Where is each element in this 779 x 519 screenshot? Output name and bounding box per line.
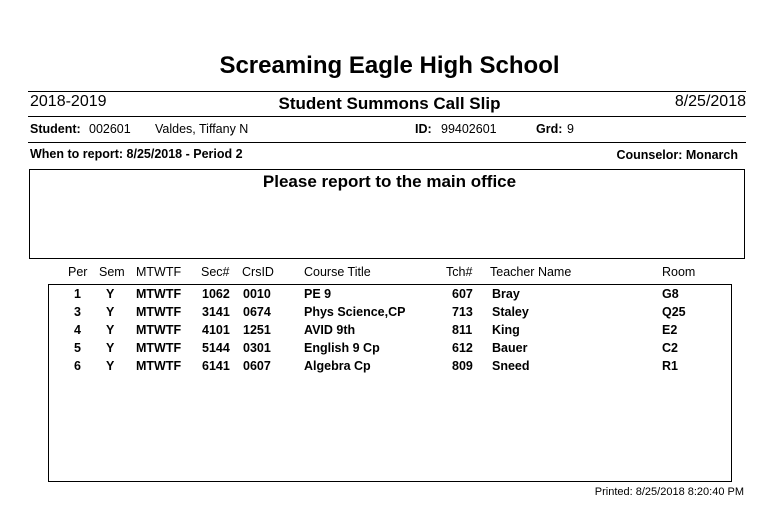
row-course-id: 0010	[243, 287, 271, 301]
row-room: Q25	[662, 305, 686, 319]
student-number: 002601	[89, 122, 131, 136]
row-teacher-name: King	[492, 323, 520, 337]
student-name: Valdes, Tiffany N	[155, 122, 249, 136]
row-semester: Y	[106, 287, 115, 301]
slip-date: 8/25/2018	[674, 93, 746, 110]
col-header-section: Sec#	[201, 265, 230, 279]
row-period: 5	[74, 341, 81, 355]
row-teacher-number: 811	[452, 323, 473, 337]
table-row	[0, 341, 779, 359]
col-header-course-id: CrsID	[242, 265, 274, 279]
table-row	[0, 287, 779, 305]
row-course-title: Phys Science,CP	[304, 305, 406, 319]
top-divider	[28, 91, 746, 92]
row-section: 1062	[202, 287, 230, 301]
row-teacher-name: Bray	[492, 287, 520, 301]
row-period: 6	[74, 359, 81, 373]
student-divider	[28, 142, 746, 143]
row-days: MTWTF	[136, 323, 182, 337]
row-course-title: PE 9	[304, 287, 332, 301]
col-header-course-title: Course Title	[304, 265, 371, 279]
slip-title: Student Summons Call Slip	[278, 94, 501, 113]
row-semester: Y	[106, 305, 115, 319]
row-teacher-number: 607	[452, 287, 473, 301]
row-room: G8	[662, 287, 679, 301]
row-semester: Y	[106, 323, 115, 337]
summons-message: Please report to the main office	[262, 172, 517, 191]
row-period: 1	[74, 287, 81, 301]
col-header-days: MTWTF	[136, 265, 182, 279]
row-days: MTWTF	[136, 305, 182, 319]
col-header-teacher-name: Teacher Name	[490, 265, 572, 279]
row-section: 4101	[202, 323, 230, 337]
row-course-id: 0674	[243, 305, 271, 319]
row-course-title: AVID 9th	[304, 323, 356, 337]
row-semester: Y	[106, 359, 115, 373]
row-course-id: 1251	[243, 323, 271, 337]
row-days: MTWTF	[136, 359, 182, 373]
row-period: 4	[74, 323, 81, 337]
row-semester: Y	[106, 341, 115, 355]
row-room: C2	[662, 341, 678, 355]
row-course-id: 0607	[243, 359, 271, 373]
row-teacher-name: Staley	[492, 305, 529, 319]
header-divider	[28, 116, 746, 117]
id-value: 99402601	[441, 122, 497, 136]
col-header-room: Room	[662, 265, 696, 279]
col-header-teacher-number: Tch#	[446, 265, 473, 279]
grade-value: 9	[567, 122, 574, 136]
col-header-per: Per	[68, 265, 88, 279]
row-room: R1	[662, 359, 678, 373]
table-row	[0, 359, 779, 377]
row-days: MTWTF	[136, 341, 182, 355]
printed-timestamp: Printed: 8/25/2018 8:20:40 PM	[594, 486, 744, 498]
row-teacher-number: 809	[452, 359, 473, 373]
col-header-sem: Sem	[99, 265, 125, 279]
school-year: 2018-2019	[30, 93, 107, 110]
report-time: When to report: 8/25/2018 - Period 2	[30, 147, 243, 161]
row-course-id: 0301	[243, 341, 271, 355]
row-teacher-number: 612	[452, 341, 473, 355]
row-teacher-number: 713	[452, 305, 473, 319]
row-days: MTWTF	[136, 287, 182, 301]
student-label: Student:	[30, 122, 81, 136]
counselor: Counselor: Monarch	[616, 148, 738, 162]
row-course-title: English 9 Cp	[304, 341, 380, 355]
school-name: Screaming Eagle High School	[219, 52, 560, 79]
row-section: 6141	[202, 359, 230, 373]
grade-label: Grd:	[536, 122, 563, 136]
row-teacher-name: Bauer	[492, 341, 528, 355]
row-section: 3141	[202, 305, 230, 319]
table-row	[0, 323, 779, 341]
row-teacher-name: Sneed	[492, 359, 530, 373]
row-section: 5144	[202, 341, 230, 355]
id-label: ID:	[415, 122, 432, 136]
row-period: 3	[74, 305, 81, 319]
row-room: E2	[662, 323, 678, 337]
row-course-title: Algebra Cp	[304, 359, 371, 373]
table-row	[0, 305, 779, 323]
